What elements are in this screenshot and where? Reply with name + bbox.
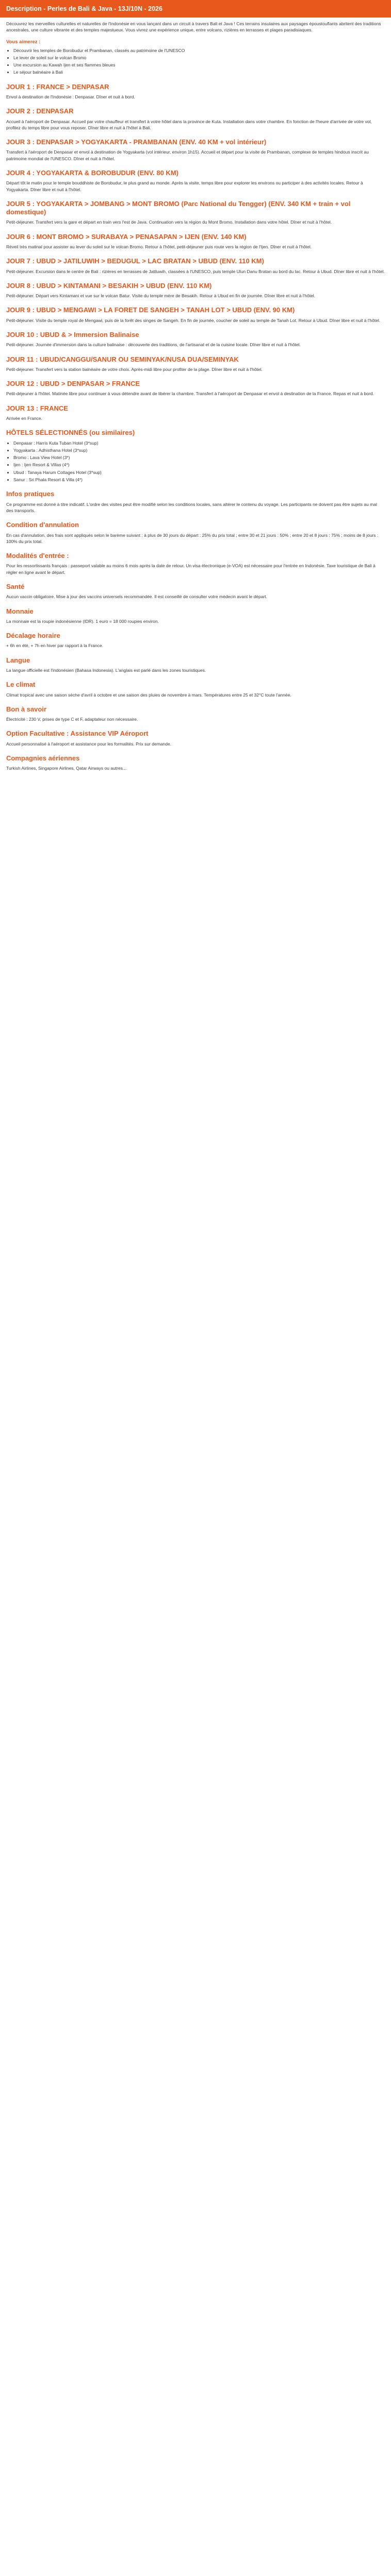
day-text: Départ tôt le matin pour le temple bouddhiste de Borobudur, le plus grand au monde. Après la visite, temps libre pour explorer les environs ou participer à des activités locales. Retour à Yogyakarta. Dîner libre et nuit à l'hôtel.	[6, 180, 363, 192]
infos-title: Infos pratiques	[6, 490, 55, 498]
day-text: Arrivée en France.	[6, 415, 42, 421]
day-text: Petit-déjeuner. Départ vers Kintamani et vue sur le volcan Batur. Visite du temple mère de Besakih. Retour à Ubud en fin de journée. Dîner libre et nuit à l'hôtel.	[6, 293, 316, 299]
aimerez-item: • Découvrir les temples de Borobudur et Prambanan, classés au patrimoine de l'UNESCO	[13, 47, 385, 54]
sante-title: Santé	[6, 583, 25, 591]
compagnies-text: Turkish Airlines, Singapore Airlines, Qatar Airways ou autres...	[6, 766, 127, 771]
intro-text: Découvrez les merveilles culturelles et naturelles de l'Indonésie en vous lançant dans un circuit à travers Bali et Java ! Ces terrains insulaires aux paysages époustouflants abritent des traditions ancestrales, une culture vibrante et des temples majestueux. Vous vivrez une expérience unique, entre volcans, rizières en terrasses et plages paradisiaques.	[6, 21, 381, 33]
hotel-item: • Yogyakarta : Adhisthana Hotel (3*sup)	[13, 447, 385, 453]
day-title: JOUR 5 : YOGYAKARTA > JOMBANG > MONT BROMO (Parc National du Tengger) (ENV. 340 KM + train + vol domestique)	[6, 199, 351, 216]
day-text: Réveil très matinal pour assister au lever du soleil sur le volcan Bromo. Retour à l'hôtel, petit-déjeuner puis route vers la région de l'Ijen. Dîner et nuit à l'hôtel.	[6, 244, 312, 250]
formalites-title: Modalités d'entrée :	[6, 552, 69, 560]
day-section	[6, 257, 385, 275]
day-section	[6, 331, 385, 348]
day-title: JOUR 3 : DENPASAR > YOGYAKARTA - PRAMBANAN (ENV. 40 KM + vol intérieur)	[6, 138, 267, 146]
day-section	[6, 233, 385, 250]
hotel-item: • Ijen : Ijen Resort & Villas (4*)	[13, 462, 385, 468]
day-title: JOUR 9 : UBUD > MENGAWI > LA FORET DE SANGEH > TANAH LOT > UBUD (ENV. 90 KM)	[6, 306, 295, 314]
climat-title: Le climat	[6, 681, 36, 689]
sante-text: Aucun vaccin obligatoire. Mise à jour des vaccins universels recommandée. Il est conseillé de consulter votre médecin avant le départ.	[6, 594, 268, 600]
day-text: Petit-déjeuner. Visite du temple royal de Mengawi, puis de la forêt des singes de Sangeh. En fin de journée, coucher de soleil au temple de Tanah Lot. Retour à Ubud. Dîner libre et nuit à l'hôtel.	[6, 317, 381, 323]
day-title: JOUR 13 : FRANCE	[6, 404, 68, 412]
day-section	[6, 169, 385, 193]
hotels-list	[6, 440, 385, 483]
page	[0, 0, 391, 785]
day-text: Petit-déjeuner. Transfert vers la gare et départ en train vers l'est de Java. Continuation vers la région du Mont Bromo. Installation dans votre hôtel. Dîner et nuit à l'hôtel.	[6, 219, 332, 225]
day-text: Envol à destination de l'Indonésie : Denpasar. Dîner et nuit à bord.	[6, 94, 135, 100]
day-section	[6, 83, 385, 100]
langue-title: Langue	[6, 656, 30, 664]
day-title: JOUR 10 : UBUD & > Immersion Balinaise	[6, 331, 139, 339]
aimerez-title: Vous aimerez :	[6, 39, 41, 45]
option-title: Option Facultative : Assistance VIP Aéroport	[6, 730, 149, 738]
hotel-item: • Sanur : Sri Phala Resort & Villa (4*)	[13, 477, 385, 483]
hotel-item: • Bromo : Lava View Hotel (3*)	[13, 454, 385, 461]
monnaie-text: La monnaie est la roupie indonésienne (IDR). 1 euro = 18 000 roupies environ.	[6, 618, 159, 624]
day-title: JOUR 12 : UBUD > DENPASAR > FRANCE	[6, 380, 140, 388]
day-title: JOUR 8 : UBUD > KINTAMANI > BESAKIH > UBUD (ENV. 110 KM)	[6, 281, 212, 290]
day-section	[6, 107, 385, 131]
day-section	[6, 380, 385, 397]
hotel-item: • Ubud : Tanaya Harum Cottages Hotel (3*sup)	[13, 469, 385, 476]
infos-text: Ce programme est donné à titre indicatif. L'ordre des visites peut être modifié selon les conditions locales, sans altérer le contenu du voyage. Les participants ne doivent pas être sujets au mal des transports.	[6, 501, 377, 513]
aimerez-item: • Le lever de soleil sur le volcan Bromo	[13, 55, 385, 61]
aimerez-item: • Le séjour balnéaire à Bali	[13, 69, 385, 75]
day-text: Petit-déjeuner à l'hôtel. Matinée libre pour continuer à vous détendre avant de libérer la chambre. Transfert à l'aéroport de Denpasar et envol à destination de la France. Repas et nuit à bord.	[6, 391, 374, 397]
page-title: Description - Perles de Bali & Java - 13J/10N - 2026	[0, 0, 391, 18]
electricite-title: Bon à savoir	[6, 705, 47, 713]
compagnies-title: Compagnies aériennes	[6, 754, 80, 762]
day-title: JOUR 4 : YOGYAKARTA & BOROBUDUR (ENV. 80 KM)	[6, 169, 178, 177]
formalites-text: Pour les ressortissants français : passeport valable au moins 6 mois après la date de retour. Un visa électronique (e-VOA) est nécessaire pour l'entrée en Indonésie. Taxe touristique de Bali à régler en ligne avant le départ.	[6, 563, 376, 575]
day-section	[6, 306, 385, 324]
day-section	[6, 200, 385, 226]
conditions-title: Condition d'annulation	[6, 521, 79, 529]
langue-text: La langue officielle est l'indonésien (Bahasa Indonesia). L'anglais est parlé dans les zones touristiques.	[6, 667, 206, 673]
day-text: Petit-déjeuner. Excursion dans le centre de Bali : rizières en terrasses de Jatiluwih, classées à l'UNESCO, puis temple Ulun Danu Bratan au bord du lac. Retour à Ubud. Dîner libre et nuit à l'hôtel.	[6, 268, 385, 274]
hotel-item: • Denpasar : Harris Kuta Tuban Hotel (3*sup)	[13, 440, 385, 446]
climat-text: Climat tropical avec une saison sèche d'avril à octobre et une saison des pluies de novembre à mars. Températures entre 25 et 32°C toute l'année.	[6, 692, 291, 698]
day-title: JOUR 6 : MONT BROMO > SURABAYA > PENASAPAN > IJEN (ENV. 140 KM)	[6, 232, 247, 241]
monnaie-title: Monnaie	[6, 607, 34, 615]
aimerez-list	[6, 47, 385, 76]
day-text: Petit-déjeuner. Journée d'immersion dans la culture balinaise : découverte des traditions, de l'artisanat et de la cuisine locale. Dîner libre et nuit à l'hôtel.	[6, 342, 301, 348]
day-text: Accueil à l'aéroport de Denpasar. Accueil par votre chauffeur et transfert à votre hôtel dans la province de Kuta. Installation dans votre chambre. En fonction de l'heure d'arrivée de votre vol, profitez du temps libre pour vous reposer. Dîner libre et nuit à l'hôtel à Bali.	[6, 118, 372, 130]
day-title: JOUR 1 : FRANCE > DENPASAR	[6, 82, 109, 91]
day-title: JOUR 7 : UBUD > JATILUWIH > BEDUGUL > LAC BRATAN > UBUD (ENV. 110 KM)	[6, 257, 264, 265]
day-text: Transfert à l'aéroport de Denpasar et envol à destination de Yogyakarta (vol intérieur, environ 1h15). Accueil et départ pour la visite de Prambanan, complexe de temples hindous inscrit au patrimoine mondial de l'UNESCO. Dîner et nuit à l'hôtel.	[6, 149, 369, 161]
decalage-text: + 6h en été, + 7h en hiver par rapport à la France.	[6, 643, 104, 649]
option-text: Accueil personnalisé à l'aéroport et assistance pour les formalités. Prix sur demande.	[6, 741, 172, 747]
day-title: JOUR 11 : UBUD/CANGGU/SANUR OU SEMINYAK/NUSA DUA/SEMINYAK	[6, 355, 239, 363]
electricite-text: Électricité : 230 V, prises de type C et F, adaptateur non nécessaire.	[6, 717, 138, 722]
main-content	[0, 18, 391, 785]
hotels-title: HÔTELS SÉLECTIONNÉS (ou similaires)	[6, 429, 135, 437]
decalage-title: Décalage horaire	[6, 632, 60, 640]
day-section	[6, 404, 385, 422]
aimerez-item: • Une excursion au Kawah Ijen et ses flammes bleues	[13, 62, 385, 68]
day-section	[6, 282, 385, 299]
day-section	[6, 355, 385, 373]
conditions-text: En cas d'annulation, des frais sont appliqués selon le barème suivant : à plus de 30 jours du départ : 25% du prix total ; entre 30 et 21 jours : 50% ; entre 20 et 8 jours : 75% ; moins de 8 jours : 100% du prix total.	[6, 532, 379, 544]
day-title: JOUR 2 : DENPASAR	[6, 107, 74, 115]
day-section	[6, 138, 385, 162]
day-text: Petit-déjeuner. Transfert vers la station balnéaire de votre choix. Après-midi libre pour profiter de la plage. Dîner libre et nuit à l'hôtel.	[6, 366, 263, 372]
